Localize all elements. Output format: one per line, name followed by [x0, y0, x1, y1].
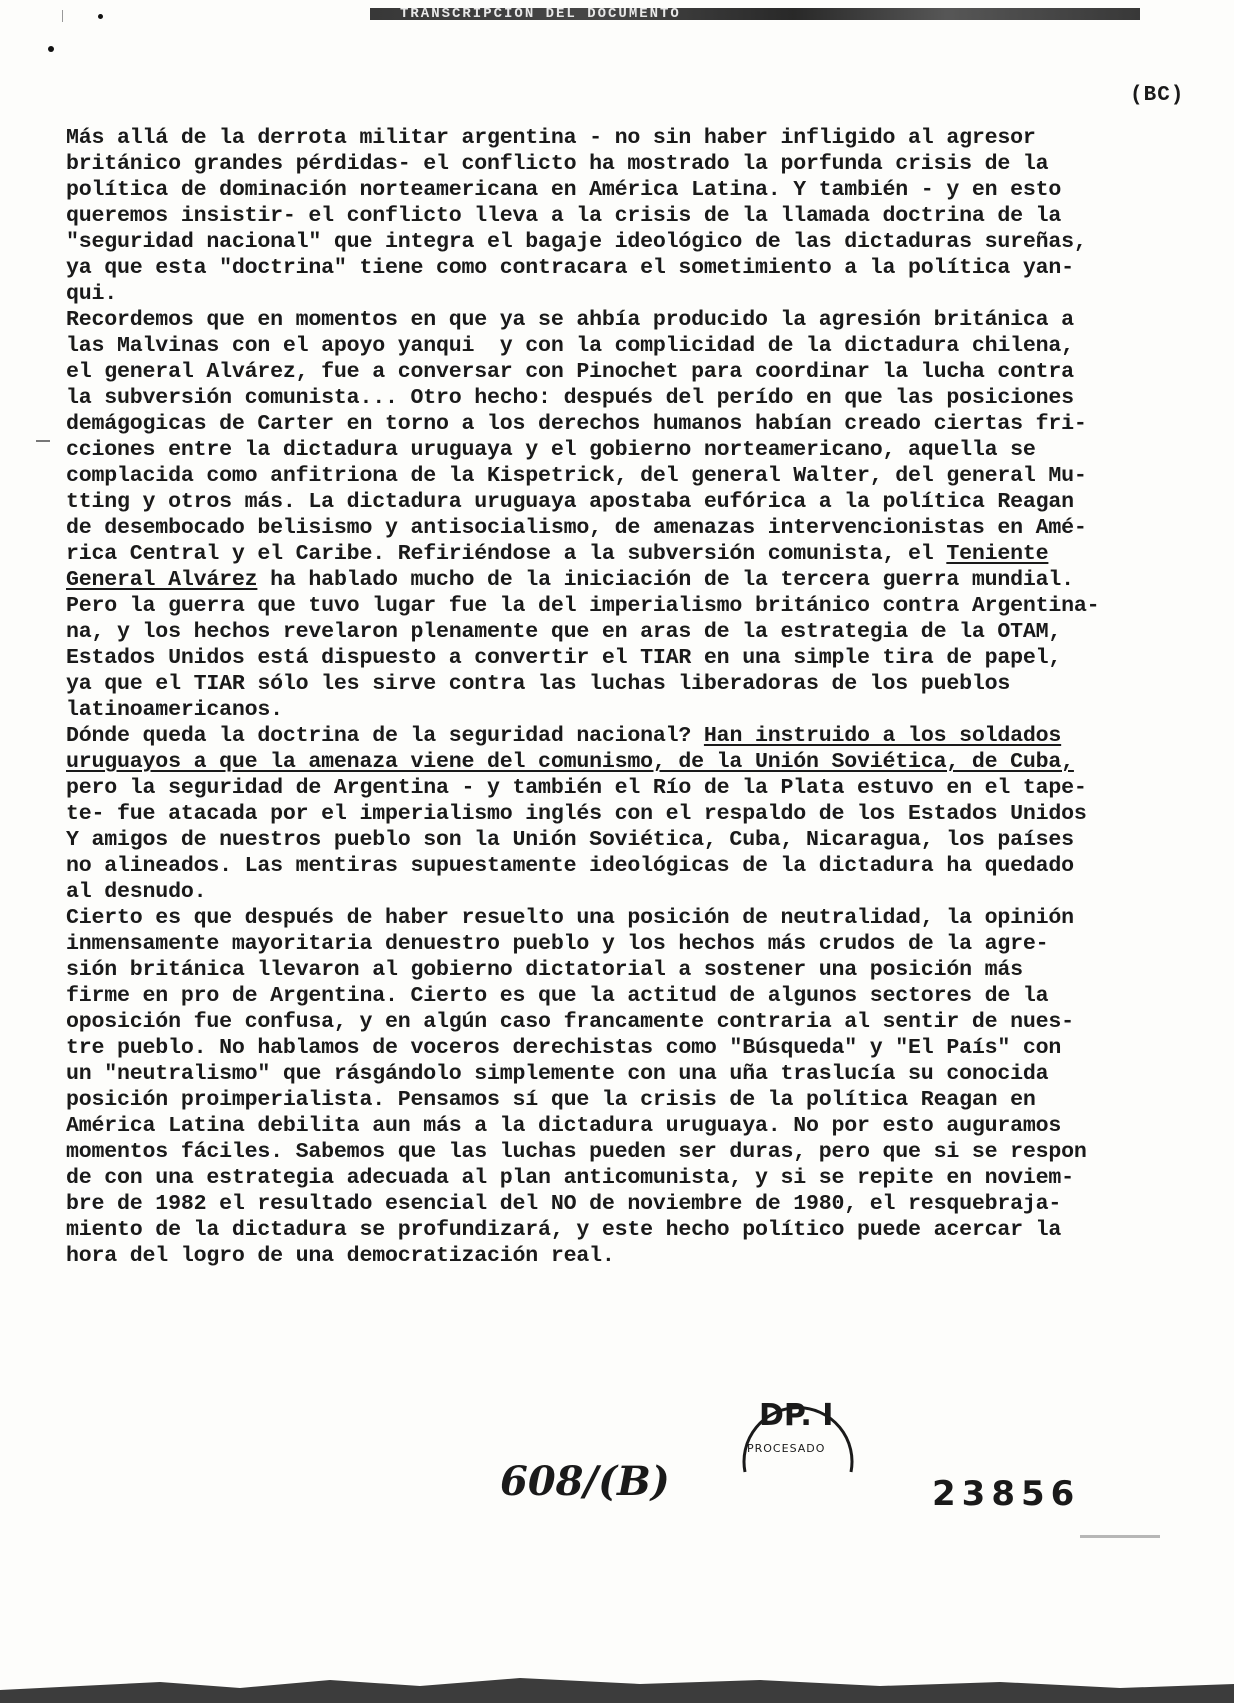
text-line	[66, 775, 1216, 801]
line-text: política de dominación norteamericana en América Latina. Y también - y en esto	[66, 178, 1062, 202]
text-line	[66, 203, 1216, 229]
underlined-text: General Alvárez	[66, 568, 258, 592]
line-text: un "neutralismo" que rásgándolo simplemente con una uña traslucía su conocida	[66, 1062, 1049, 1086]
text-line	[66, 983, 1216, 1009]
text-line	[66, 463, 1216, 489]
line-text: ha hablado mucho de la iniciación de la tercera guerra mundial.	[257, 568, 1074, 592]
text-line	[66, 177, 1216, 203]
scan-artifact	[1080, 1535, 1160, 1538]
line-text: miento de la dictadura se profundizará, y este hecho político puede acercar la	[66, 1218, 1062, 1242]
line-text: el general Alvárez, fue a conversar con Pinochet para coordinar la lucha contra	[66, 360, 1074, 384]
archive-number: 23856	[932, 1474, 1081, 1514]
line-text: Recordemos que en momentos en que ya se ahbía producido la agresión británica a	[66, 308, 1074, 332]
text-line	[66, 879, 1216, 905]
text-line	[66, 957, 1216, 983]
line-text: "seguridad nacional" que integra el bagaje ideológico de las dictaduras sureñas,	[66, 230, 1087, 254]
line-text: bre de 1982 el resultado esencial del NO de noviembre de 1980, el resquebraja-	[66, 1192, 1062, 1216]
text-line	[66, 619, 1216, 645]
line-text: queremos insistir- el conflicto lleva a la crisis de la llamada doctrina de la	[66, 204, 1062, 228]
stamp-main-text: DP. I	[759, 1398, 834, 1433]
line-text: de con una estrategia adecuada al plan anticomunista, y si se repite en noviem-	[66, 1166, 1074, 1190]
line-text: na, y los hechos revelaron plenamente que en aras de la estrategia de la OTAM,	[66, 620, 1062, 644]
line-text: cciones entre la dictadura uruguaya y el gobierno norteamericano, aquella se	[66, 438, 1036, 462]
text-line	[66, 1113, 1216, 1139]
text-line	[66, 931, 1216, 957]
punch-hole-mark	[98, 14, 103, 19]
line-text: América Latina debilita aun más a la dictadura uruguaya. No por esto auguramos	[66, 1114, 1062, 1138]
text-line	[66, 593, 1216, 619]
line-text: firme en pro de Argentina. Cierto es que la actitud de algunos sectores de la	[66, 984, 1049, 1008]
punch-hole-mark	[48, 46, 54, 52]
text-line	[66, 411, 1216, 437]
line-text: complacida como anfitriona de la Kispetrick, del general Walter, del general Mu-	[66, 464, 1087, 488]
line-text: Más allá de la derrota militar argentina - no sin haber infligido al agresor	[66, 126, 1036, 150]
line-text: Y amigos de nuestros pueblo son la Unión Soviética, Cuba, Nicaragua, los países	[66, 828, 1074, 852]
header-strip-text: TRANSCRIPCION DEL DOCUMENTO	[400, 6, 681, 22]
text-line	[66, 385, 1216, 411]
line-text: rica Central y el Caribe. Refiriéndose a la subversión comunista, el	[66, 542, 947, 566]
text-line	[66, 567, 1216, 593]
text-line	[66, 1035, 1216, 1061]
underlined-text: Han instruido a los soldados	[703, 724, 1062, 748]
line-text: posición proimperialista. Pensamos sí que la crisis de la política Reagan en	[66, 1088, 1036, 1112]
text-line	[66, 1217, 1216, 1243]
document-body	[66, 125, 1216, 1269]
text-line	[66, 515, 1216, 541]
line-text: Dónde queda la doctrina de la seguridad nacional?	[66, 724, 704, 748]
margin-dash	[36, 440, 50, 442]
line-text: al desnudo.	[66, 880, 207, 904]
line-text: de desembocado belisismo y antisocialismo, de amenazas intervencionistas en Amé-	[66, 516, 1087, 540]
line-text: tting y otros más. La dictadura uruguaya apostaba eufórica a la política Reagan	[66, 490, 1074, 514]
bottom-scan-smudge	[0, 1668, 1234, 1703]
line-text: británico grandes pérdidas- el conflicto ha mostrado la porfunda crisis de la	[66, 152, 1049, 176]
line-text: ya que esta "doctrina" tiene como contracara el sometimiento a la política yan-	[66, 256, 1074, 280]
line-text: latinoamericanos.	[66, 698, 283, 722]
text-line	[66, 333, 1216, 359]
department-stamp	[737, 1384, 859, 1496]
text-line	[66, 749, 1216, 775]
underlined-text: Teniente	[946, 542, 1049, 566]
text-line	[66, 1139, 1216, 1165]
text-line	[66, 359, 1216, 385]
text-line	[66, 801, 1216, 827]
line-text: no alineados. Las mentiras supuestamente ideológicas de la dictadura ha quedado	[66, 854, 1074, 878]
line-text: demágogicas de Carter en torno a los derechos humanos habían creado ciertas fri-	[66, 412, 1087, 436]
text-line	[66, 905, 1216, 931]
text-line	[66, 1191, 1216, 1217]
underlined-text: uruguayos a que la amenaza viene del comunismo, de la Unión Soviética, de Cuba,	[66, 750, 1074, 774]
text-line	[66, 281, 1216, 307]
line-text: inmensamente mayoritaria denuestro pueblo y los hechos más crudos de la agre-	[66, 932, 1049, 956]
text-line	[66, 1061, 1216, 1087]
line-text: tre pueblo. No hablamos de voceros derechistas como "Búsqueda" y "El País" con	[66, 1036, 1062, 1060]
line-text: pero la seguridad de Argentina - y también el Río de la Plata estuvo en el tape-	[66, 776, 1087, 800]
text-line	[66, 125, 1216, 151]
reference-code: (BC)	[1130, 84, 1185, 107]
line-text: sión británica llevaron al gobierno dictatorial a sostener una posición más	[66, 958, 1023, 982]
line-text: te- fue atacada por el imperialismo inglés con el respaldo de los Estados Unidos	[66, 802, 1087, 826]
line-text: la subversión comunista... Otro hecho: después del perído en que las posiciones	[66, 386, 1074, 410]
text-line	[66, 827, 1216, 853]
text-line	[66, 1243, 1216, 1269]
stamp-sub-text: PROCESADO	[747, 1442, 826, 1455]
text-line	[66, 1009, 1216, 1035]
line-text: momentos fáciles. Sabemos que las luchas pueden ser duras, pero que si se respon	[66, 1140, 1087, 1164]
line-text: Pero la guerra que tuvo lugar fue la del imperialismo británico contra Argentina-	[66, 594, 1100, 618]
text-line	[66, 1165, 1216, 1191]
text-line	[66, 255, 1216, 281]
text-line	[66, 437, 1216, 463]
text-line	[66, 489, 1216, 515]
text-line	[66, 151, 1216, 177]
text-line	[66, 645, 1216, 671]
text-line	[66, 723, 1216, 749]
text-line	[66, 671, 1216, 697]
line-text: Estados Unidos está dispuesto a convertir el TIAR en una simple tira de papel,	[66, 646, 1062, 670]
margin-tick	[62, 10, 63, 22]
line-text: oposición fue confusa, y en algún caso francamente contraria al sentir de nues-	[66, 1010, 1074, 1034]
line-text: hora del logro de una democratización real.	[66, 1244, 615, 1268]
text-line	[66, 697, 1216, 723]
handwritten-file-number: 608/(B)	[500, 1458, 670, 1505]
text-line	[66, 853, 1216, 879]
text-line	[66, 307, 1216, 333]
line-text: las Malvinas con el apoyo yanqui y con la complicidad de la dictadura chilena,	[66, 334, 1074, 358]
text-line	[66, 541, 1216, 567]
text-line	[66, 1087, 1216, 1113]
line-text: qui.	[66, 282, 118, 306]
text-line	[66, 229, 1216, 255]
line-text: Cierto es que después de haber resuelto una posición de neutralidad, la opinión	[66, 906, 1074, 930]
line-text: ya que el TIAR sólo les sirve contra las luchas liberadoras de los pueblos	[66, 672, 1011, 696]
header-strip	[370, 4, 1140, 24]
